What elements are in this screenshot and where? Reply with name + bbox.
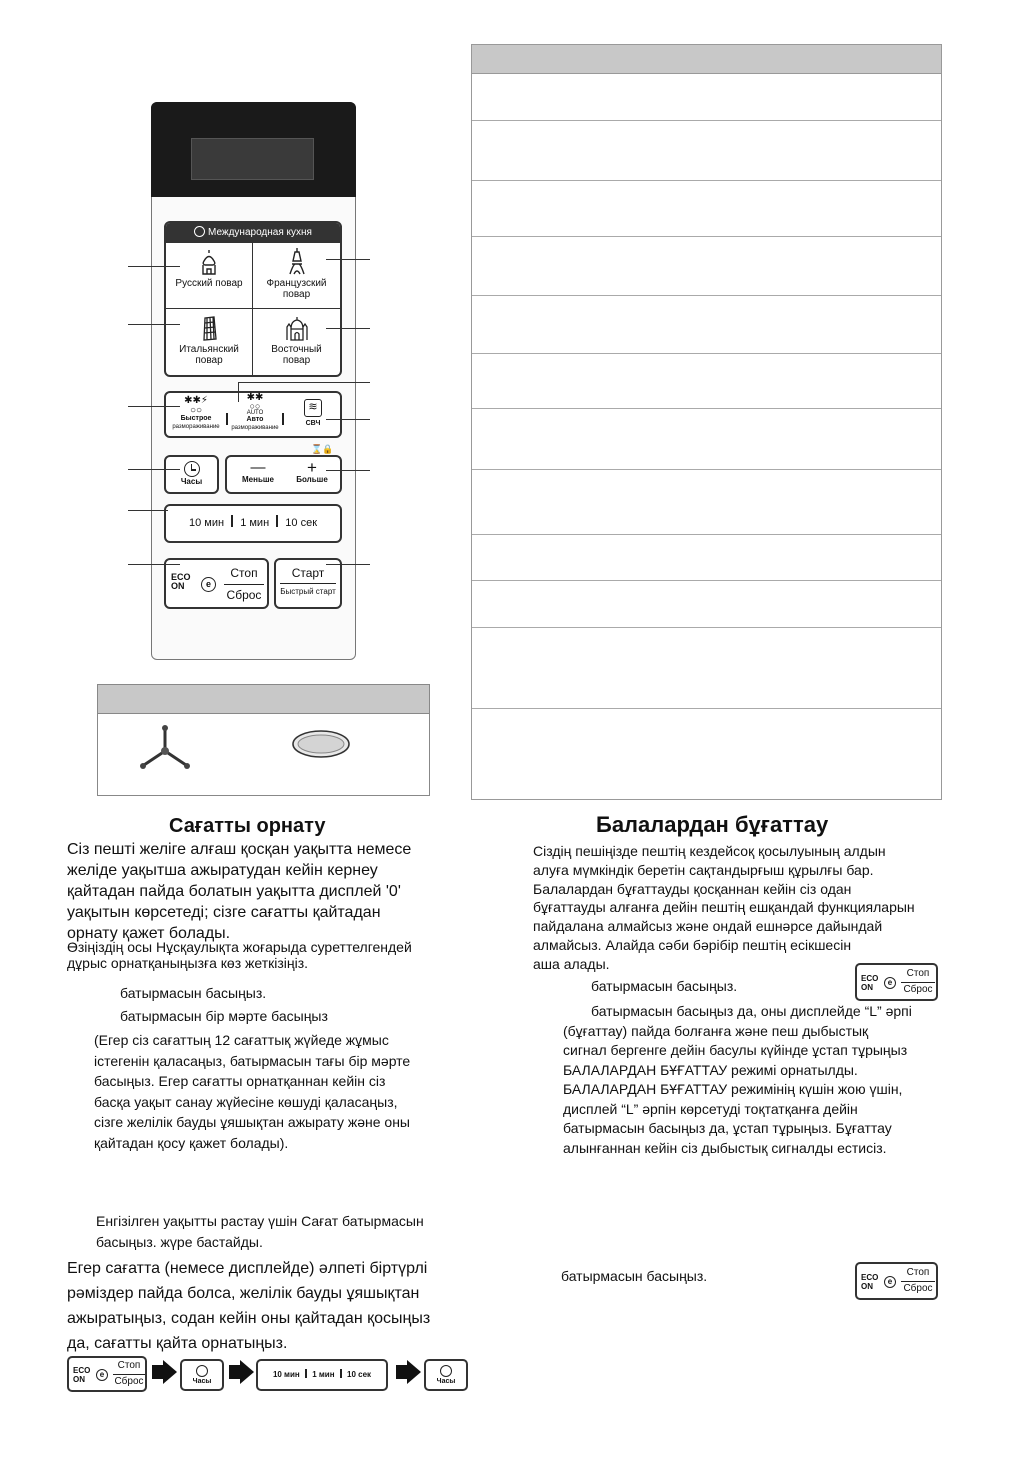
clock-check-note: Өзіңіздің осы Нұсқаулықта жоғарыда суреттелгендей дұрыс орнатқаныңызға көз жеткізіңіз. — [67, 939, 412, 971]
mosque-icon — [284, 315, 310, 341]
quick-defrost-button[interactable]: ✱✱⚡ ○○ Быстрое размораживание — [168, 396, 224, 431]
start-button[interactable]: Старт Быстрый старт — [274, 558, 342, 609]
ten-min-button[interactable]: 10 мин — [188, 517, 225, 529]
onion-dome-icon — [198, 249, 220, 275]
child-lock-step-2: батырмасын басыңыз да, оны дисплейде “L” әрпі (бұғаттау) пайда болғанға және пеш дыбыстық сигнал бергенге дейін басулы күйінде ұстап тұрыңыз БАЛАЛАРДАН БҰҒАТТАУ режимі орнатылды. БАЛАЛАРДАН БҰҒАТТАУ режимінің күшін жою үшін, дисплей “L” әрпін көрсетуді тоқтатқанға дейін батырмасын басыңыз да, ұстап тұрыңыз. Бұғаттау алынғаннан кейін сіз дыбыстық сигналды естисіз. — [563, 1003, 912, 1156]
leader-line — [326, 259, 370, 260]
arrow-head — [163, 1360, 177, 1384]
divider — [280, 583, 336, 584]
cuisine-header: Международная кухня — [166, 223, 340, 243]
clock-icon — [196, 1365, 208, 1377]
leader-line — [128, 510, 168, 511]
italian-chef-button[interactable]: Итальянский повар — [166, 309, 253, 375]
leaning-tower-icon — [198, 315, 220, 341]
child-lock-eco-stop-button: ECO ON e Стоп Сброс — [855, 963, 938, 1001]
time-buttons-row — [164, 504, 342, 543]
arrow-head — [407, 1360, 421, 1384]
snowflake-drops-icon: ✱✱ — [246, 392, 264, 403]
auto-defrost-button[interactable]: ✱✱ ○○ AUTO Авто размораживание — [228, 393, 282, 432]
functions-table — [471, 44, 942, 800]
roller-ring-icon — [134, 723, 196, 775]
accessories-table — [97, 684, 430, 796]
leader-line — [128, 406, 180, 407]
clock-icon — [440, 1365, 452, 1377]
child-lock-intro: Сіздің пешіңізде пештің кездейсоқ қосылуының алдын алуға мүмкіндік беретін сақтандырғыш құрылғы бар. Балалардан бұғаттауды қосқаннан кейін сіз одан бұғаттауды алғанға дейін пештің ешқандай функцияларын пайдалана алмайсыз және ондай ешнәрсе дайындай алмайсыз. Алайда сәби бәрібір пештің есікшесін аша алады. — [533, 843, 915, 972]
plus-icon: + — [307, 458, 317, 477]
microwave-button[interactable]: ≋ СВЧ — [305, 401, 321, 427]
divider — [901, 1281, 935, 1282]
divider — [276, 515, 278, 527]
sequence-clock-button: Часы — [180, 1359, 224, 1391]
leader-line — [128, 469, 180, 470]
functions-table-header — [472, 45, 941, 74]
sequence-eco-stop-button: ECO ON e Стоп Сброс — [67, 1356, 147, 1392]
clock-icon — [184, 461, 200, 477]
divider — [901, 982, 935, 983]
leader-line — [238, 382, 239, 402]
child-lock-section-title: Балалардан бұғаттау — [596, 812, 829, 837]
leader-line — [326, 470, 370, 471]
more-button[interactable]: + Больше — [287, 460, 337, 484]
display-screen — [191, 138, 314, 180]
divider — [340, 1369, 342, 1378]
divider — [231, 515, 233, 527]
clock-warning: Егер сағатта (немесе дисплейде) әлпеті біртүрлі рәміздер пайда болса, желілік бауды ұяшықтан ажыратыңыз, содан кейін оны қайтадан қосыңыз да, сағатты қайта орнатыңыз. — [67, 1260, 431, 1352]
leader-line — [326, 564, 370, 565]
divider — [224, 584, 264, 585]
globe-icon — [194, 226, 205, 237]
clock-confirm-note: Енгізілген уақытты растау үшін Сағат батырмасын басыңыз. жүре бастайды. — [96, 1213, 424, 1250]
eco-leaf-icon: e — [201, 577, 216, 592]
accessories-table-header — [98, 685, 429, 714]
eco-leaf-icon: e — [884, 1276, 896, 1288]
clock-section-title: Сағатты орнату — [169, 815, 326, 837]
french-chef-button[interactable]: Французский повар — [253, 243, 340, 309]
leader-line — [128, 266, 180, 267]
ten-sec-button[interactable]: 10 сек — [285, 517, 318, 529]
glass-tray-icon — [291, 729, 351, 759]
international-cuisine-block — [164, 221, 342, 377]
sequence-time-buttons: 10 мин 1 мин 10 сек — [256, 1359, 388, 1391]
oriental-chef-button[interactable]: Восточный повар — [253, 309, 340, 375]
snowflake-drops-icon: ✱✱⚡ — [184, 395, 208, 406]
hourglass-lock-icon: ⌛🔒 — [311, 444, 334, 454]
divider — [113, 1374, 145, 1375]
microwave-waves-icon: ≋ — [304, 399, 322, 417]
clock-step-1: батырмасын басыңыз. — [120, 985, 267, 1001]
eiffel-tower-icon — [286, 247, 308, 275]
one-min-button[interactable]: 1 мин — [240, 517, 270, 529]
leader-line — [326, 419, 370, 420]
defrost-microwave-row — [164, 391, 342, 438]
less-more-row — [225, 455, 342, 494]
sequence-clock-button: Часы — [424, 1359, 468, 1391]
arrow-head — [240, 1360, 254, 1384]
clock-step-2: батырмасын бір мәрте басыңыз — [120, 1008, 328, 1024]
leader-line — [238, 382, 370, 383]
child-lock-eco-stop-button-2: ECO ON e Стоп Сброс — [855, 1262, 938, 1300]
leader-line — [128, 564, 180, 565]
eco-stop-reset-button[interactable]: ECO ON e Стоп Сброс — [164, 558, 269, 609]
russian-chef-button[interactable]: Русский повар — [166, 243, 253, 309]
minus-icon: — — [250, 459, 266, 476]
divider — [305, 1369, 307, 1378]
leader-line — [326, 328, 370, 329]
clock-12h-note: (Егер сіз сағаттың 12 сағаттық жүйеде жұмыс істегенін қаласаңыз, батырмасын тағы бір мәрте басыңыз. Егер сағатты орнатқаннан кейін сіз басқа уақыт санау жүйесіне көшуді қаласаңыз, сізге желілік бауды ұяшықтан ажырату және оны қайтадан қосу қажет болады). — [94, 1032, 411, 1151]
child-lock-step-1: батырмасын басыңыз. — [591, 978, 738, 994]
less-button[interactable]: — Меньше — [233, 460, 283, 484]
child-lock-step-3: батырмасын басыңыз. — [561, 1268, 708, 1284]
eco-leaf-icon: e — [884, 977, 896, 989]
divider — [282, 413, 284, 425]
clock-button[interactable]: Часы — [164, 455, 219, 494]
leader-line — [128, 324, 180, 325]
clock-intro: Сіз пешті желіге алғаш қосқан уақытта немесе желіде уақытша ажыратудан кейін кернеу қайтадан пайда болатын уақытта дисплей '0' уақытын көрсетеді; сізге сағатты қайтадан орнату қажет болады. — [67, 841, 412, 942]
eco-leaf-icon: e — [96, 1369, 108, 1381]
